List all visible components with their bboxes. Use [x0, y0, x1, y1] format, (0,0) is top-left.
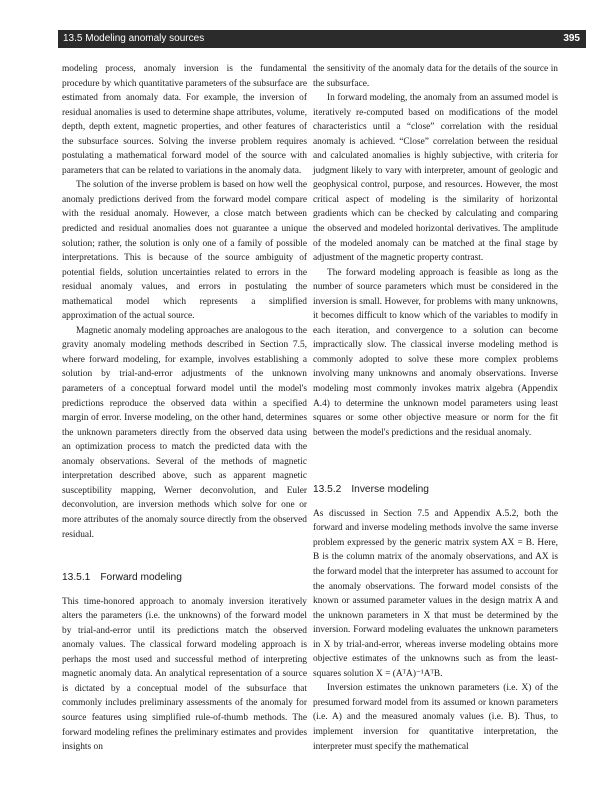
section-heading-forward-modeling: 13.5.1 Forward modeling	[62, 572, 182, 584]
paragraph: Inversion estimates the unknown parameters (i.e. X) of the presumed forward model from its assumed or known parameters (i.e. A) and the measured anomaly values (i.e. B). Thus, to implement inversion for quantitative interpretation, the interpreter must specify the mathematical	[313, 683, 558, 752]
right-column	[313, 62, 558, 754]
running-header	[58, 30, 586, 48]
section-heading-inverse-modeling: 13.5.2 Inverse modeling	[313, 484, 429, 496]
page-number: 395	[563, 33, 580, 44]
paragraph: This time-honored approach to anomaly inversion iteratively alters the parameters (i.e. the unknowns) of the forward model by trial-and-error until its predictions match the observed anomaly values. The classical forward modeling approach is perhaps the most used and successful method of interpreting magnetic anomaly data. An analytical representation of a source is dictated by a conceptual model of the subsurface that commonly includes preliminary assessments of the anomaly for source features using simplified rule-of-thumb methods. The forward modeling refines the preliminary estimates and provides insights on	[62, 596, 307, 753]
paragraph: The solution of the inverse problem is based on how well the anomaly predictions derived from the forward model compare with the residual anomaly. However, a close match between predicted and residual anomalies does not guarantee a unique solution; rather, the solution is only one of a family of possible interpretations. This is because of the source ambiguity of potential fields, solution uncertainties related to errors in the residual anomaly values, and errors in postulating the mathematical model which represents a simplified approximation of the actual source.	[62, 180, 307, 322]
paragraph: Magnetic anomaly modeling approaches are analogous to the gravity anomaly modeling methods described in Section 7.5, where forward modeling, for example, involves establishing a solution by trial-and-error adjustments of the unknown parameters of a conceptual forward model until the model's predictions reproduce the observed data within a specified margin of error. Inverse modeling, on the other hand, determines the unknown parameters directly from the observed data using an optimization process to match the predicted data with the anomaly observations. Several of the methods of magnetic interpretation described above, such as apparent magnetic susceptibility mapping, Werner deconvolution, and Euler deconvolution, are inversion methods which solve for one or more attributes of the anomaly source directly from the observed residual.	[62, 325, 307, 540]
paragraph: The forward modeling approach is feasible as long as the number of source parameters which must be considered in the inversion is small. However, for problems with many unknowns, it becomes difficult to know which of the variables to modify in each iteration, and convergence to a solution can become impractically slow. The classical inverse modeling method is commonly adopted to solve these more complex problems involving many unknowns and anomaly observations. Inverse modeling most commonly invokes matrix algebra (Appendix A.4) to determine the unknown model parameters using least squares or some other objective measure or norm for the fit between the model's predictions and the residual anomaly.	[313, 267, 558, 438]
left-column	[62, 62, 307, 755]
paragraph: As discussed in Section 7.5 and Appendix A.5.2, both the forward and inverse modeling methods involve the same inverse problem expressed by the generic matrix system AX = B. Here, B is the column matrix of the anomaly observations, and AX is the forward model that the interpreter has assumed to account for the anomaly observations. The forward model consists of the known or assumed parameter values in the design matrix A and the unknown parameters in X that must be determined by the inversion. Forward modeling evaluates the unknown parameters in X by trial-and-error, whereas inverse modeling obtains more objective estimates of the unknowns such as from the least-squares solution X = (AᵀA)⁻¹AᵀB.	[313, 508, 558, 679]
paragraph: In forward modeling, the anomaly from an assumed model is iteratively re-computed based on modifications of the model characteristics until a “close” correlation with the residual anomaly is achieved. “Close” correlation between the residual and calculated anomalies is highly subjective, with criteria for judgment likely to vary with interpreter, amount of geologic and geophysical control, purpose, and resources. However, the most critical aspect of modeling is the similarity of horizontal gradients which can be checked by calculating and comparing the observed and modeled horizontal derivatives. The amplitude of the modeled anomaly can be matched at the final stage by adjustment of the magnetic property contrast.	[313, 93, 558, 264]
paragraph: modeling process, anomaly inversion is the fundamental procedure by which quantitative parameters of the subsurface are estimated from anomaly data. For example, the inversion of residual anomalies is used to determine shape attributes, volume, depth, depth extent, magnetic properties, and other features of the subsurface sources. Solving the inverse problem requires postulating a mathematical forward model of the source with parameters that can be related to variations in the anomaly data.	[62, 64, 307, 176]
section-title: 13.5 Modeling anomaly sources	[63, 33, 205, 44]
paragraph: the sensitivity of the anomaly data for the details of the source in the subsurface.	[313, 64, 558, 89]
